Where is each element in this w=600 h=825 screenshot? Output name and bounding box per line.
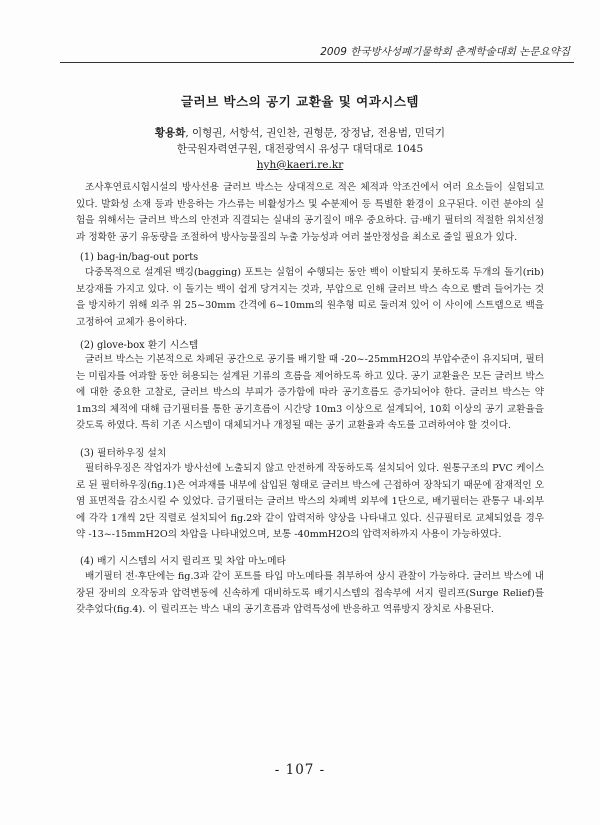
section-body-4 [76, 569, 544, 619]
lead-author: 황용화 [154, 127, 186, 139]
section-body-1 [76, 265, 544, 331]
intro-paragraph [76, 180, 544, 246]
intro-text: 조사후연료시험시설의 방사선용 글러브 박스는 상대적으로 적은 체적과 악조건에서 여러 요소들이 실험되고 있다. 발화성 소재 등과 반응하는 가스류는 비활성가스 및 수분제어 등 특별한 환경이 요구된다. 이런 분야의 실험을 위해서는 글러브 박스의 안전과 직결되는 실내의 공기질이 매우 중요하다. 급·배기 필터의 적절한 위치선정과 정확한 공기 유동량을 조절하여 방사능물질의 누출 가능성과 여러 불안정성을 최소로 줄일 필요가 있다. [76, 182, 544, 243]
section-heading-1: (1) bag-in/bag-out ports [80, 252, 199, 263]
paper-title: 글러브 박스의 공기 교환율 및 여과시스템 [180, 94, 420, 109]
section-body-2 [76, 352, 544, 435]
section-text-1: 다중목적으로 설계된 백깅(bagging) 포트는 실험이 수행되는 동안 백이 이탈되지 못하도록 두개의 돌기(rib) 보강재를 가지고 있다. 이 돌기는 백이 쉽게 당겨지는 것과, 부압으로 인해 글러브 박스 속으로 빨려 들어가는 것을 방지하기 위해 외주 위 25~30mm 간격에 6~10mm의 원추형 띠로 둘러져 있어 이 사이에 스트랩으로 백을 고정하여 교체가 용이하다. [76, 267, 544, 328]
author-block [0, 125, 600, 173]
section-body-3 [76, 461, 544, 544]
section-text-2: 글러브 박스는 기본적으로 차폐된 공간으로 공기를 배기할 때 -20~-25mmH2O의 부압수준이 유지되며, 필터는 미립자를 여과할 동안 허용되는 설계된 기류의 흐름을 제어하도록 하고 있다. 공기 교환율은 모든 글러브 박스에 대한 중요한 고찰로, 글러브 박스의 부피가 증가함에 따라 공기흐름도 증가되어야 한다. 글러브 박스는 약 1m3의 체적에 대해 급기필터를 통한 공기흐름이 시간당 10m3 이상으로 설계되어, 10회 이상의 공기 교환율을 갖도록 하였다. 특히 기존 시스템이 대체되거나 개정될 때는 공기 교환율과 속도를 고려하여야 할 것이다. [76, 354, 544, 431]
section-heading-4: (4) 배기 시스템의 서지 릴리프 및 차압 마노메타 [80, 556, 287, 567]
affiliation: 한국원자력연구원, 대전광역시 유성구 대덕대로 1045 [176, 143, 424, 155]
author-list [0, 125, 600, 141]
page-number: - 107 - [274, 762, 326, 778]
section-heading-3: (3) 필터하우징 설치 [80, 448, 167, 459]
running-head: 2009 한국방사성폐기물학회 춘계학술대회 논문요약집 [320, 46, 570, 58]
author-email[interactable]: hyh@kaeri.re.kr [256, 159, 344, 171]
section-text-4: 배기필터 전·후단에는 fig.3과 같이 포트를 타입 마노메타를 취부하여 상시 관찰이 가능하다. 글러브 박스에 내장된 장비의 오작동과 압력변동에 신속하게 대비하도록 배기시스템의 접속부에 서지 릴리프(Surge Relief)를 갖추었다(fig.4). 이 릴리프는 박스 내의 공기흐름과 압력특성에 반응하고 역류방지 장치로 사용된다. [76, 571, 544, 615]
section-heading-2: (2) glove-box 환기 시스템 [80, 340, 199, 351]
coauthors: , 이형권, 서항석, 권인찬, 권형문, 장정남, 전용범, 민덕기 [185, 127, 446, 139]
header-rule [60, 62, 574, 63]
section-text-3: 필터하우징은 작업자가 방사선에 노출되지 않고 안전하게 작동하도록 설치되어 있다. 원통구조의 PVC 케이스로 된 필터하우징(fig.1)은 여과재를 내부에 삽입된 형태로 글러브 박스에 근접하여 장착되기 때문에 잠재적인 오염 표면적을 감소시킬 수 있었다. 급기필터는 글러브 박스의 차폐벽 외부에 1단으로, 배기필터는 관통구 내·외부에 각각 1개씩 2단 직렬로 설치되어 fig.2와 같이 압력저하 양상을 나타내고 있다. 신규필터로 교체되었을 경우 약 -13~-15mmH2O의 차압을 나타내었으며, 보통 -40mmH2O의 압력저하까지 사용이 가능하였다. [76, 463, 544, 540]
